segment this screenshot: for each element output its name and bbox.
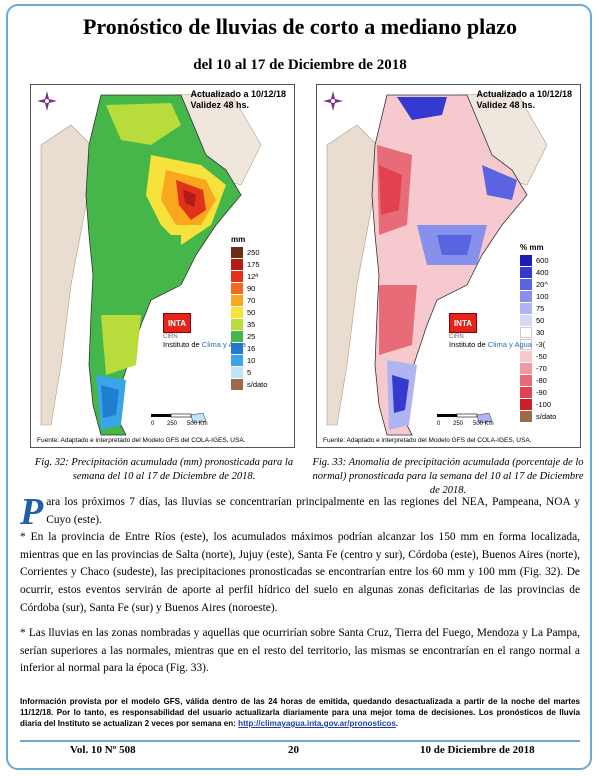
legend-swatch: [231, 247, 243, 258]
paragraph-intro: Para los próximos 7 días, las lluvias se concentrarían principalmente en las regiones del NEA, Pampeana, NOA y Cuyo (este).: [20, 491, 580, 533]
legend-item: [520, 351, 547, 362]
legend-label: 16: [247, 344, 256, 353]
legend-item: [520, 363, 547, 374]
legend-item: [520, 291, 549, 302]
legend-item: [231, 379, 267, 390]
figure-caption-32: Fig. 32: Precipitación acumulada (mm) pronosticada para la semana del 10 al 17 de Diciembre de 2018.: [34, 457, 294, 482]
anomaly-map: [316, 84, 581, 448]
legend-swatch: [231, 355, 243, 366]
legend-label: 90: [247, 284, 256, 293]
inta-logo: [163, 313, 246, 349]
validity: Validez 48 hs.: [190, 100, 249, 110]
legend-label: 10: [247, 356, 256, 365]
page-footer: [20, 740, 580, 756]
legend-unit: mm: [231, 235, 246, 244]
drop-cap: P: [20, 491, 44, 533]
legend-swatch: [231, 271, 243, 282]
legend-label: -80: [536, 376, 547, 385]
page-title: Pronóstico de lluvias de corto a mediano plazo: [82, 14, 518, 39]
legend-swatch: [231, 295, 243, 306]
legend-item: [231, 295, 255, 306]
legend-swatch: [520, 267, 532, 278]
cirn-label: CIRN: [163, 334, 178, 340]
legend-label: 35: [247, 320, 256, 329]
forecast-link[interactable]: http://climayagua.inta.gov.ar/pronosticos: [238, 719, 396, 728]
paragraph-anomalies: * Las lluvias en las zonas nombradas y aquellas que ocurrirían sobre Santa Cruz, Tierra del Fuego, Mendoza y La Pampa, serían superiores a las normales, mientras que en el resto del territorio, las mismas se encontrarían en el rango normal a inferior al normal para la época (Fig. 33).: [20, 627, 580, 675]
legend-label: 5: [247, 368, 252, 377]
inta-logo: [449, 313, 532, 349]
legend-swatch: [231, 283, 243, 294]
legend-swatch: [231, 367, 243, 378]
update-stamp: [190, 89, 286, 111]
map-scale: 0 250 500 Km: [151, 413, 231, 429]
update-date: Actualizado a 10/12/18: [476, 89, 572, 99]
legend-item: [231, 367, 251, 378]
inta-logo-icon: INTA: [449, 313, 477, 333]
legend-label: -50: [536, 352, 547, 361]
legend-label: -70: [536, 364, 547, 373]
paragraph-entre-rios: * En la provincia de Entre Ríos (este), los acumulados máximos podrían alcanzar los 150 mm en forma localizada, mientras que en las provincias de Salta (norte), Jujuy (este), Santa Fe (centro y sur), Córdoba (este), Buenos Aires (norte), Corrientes y Chaco (sudeste), las precipitaciones pronosticadas se encontrarían entre los 60 mm y 100 mm (Fig. 32). De ocurrir, estos eventos servirán de aporte al perfil hídrico del suelo en algunas zonas deficitarias de las provincias de Córdoba (sur), Santa Fe (sur) y Buenos Aires (noroeste).: [20, 531, 580, 614]
legend-label: 70: [247, 296, 256, 305]
legend-swatch: [520, 411, 532, 422]
legend-swatch: [520, 279, 532, 290]
legend-label: -90: [536, 388, 547, 397]
legend-label: s/dato: [247, 380, 268, 389]
update-stamp: [476, 89, 572, 111]
legend-item: [520, 267, 549, 278]
legend-item: [520, 279, 548, 290]
issue-date: 10 de Diciembre de 2018: [420, 744, 535, 756]
legend-swatch: [520, 375, 532, 386]
legend-swatch: [520, 387, 532, 398]
legend-item: [520, 255, 549, 266]
legend-label: 75: [536, 304, 545, 313]
legend-swatch: [520, 255, 532, 266]
legend-item: [520, 387, 547, 398]
info-notice: Información provista por el modelo GFS, válida dentro de las 24 horas de emitida, quedando desactualizada a partir de la noche del martes 11/12/18. Por lo tanto, es responsabilidad del usuario actualizarla diariamente para una mejor toma de decisiones. Los pronósticos de lluvia diaria del Instituto se actualizan 2 veces por semana en: http://climayagua.inta.gov.ar/pronosticos.: [20, 697, 580, 728]
map-source: Fuente: Adaptado e interpretado del Modelo GFS del COLA-IGES, USA.: [37, 437, 246, 444]
legend-label: -100: [536, 400, 552, 409]
legend-swatch: [231, 379, 243, 390]
legend-label: -3(: [536, 340, 546, 349]
legend-item: [231, 283, 255, 294]
map-source: Fuente: Adaptado e interpretado del Modelo GFS del COLA-IGES, USA.: [323, 437, 532, 444]
institute-name: Instituto de Clima y Agua: [449, 340, 532, 349]
legend-item: [231, 355, 255, 366]
cirn-label: CIRN: [449, 334, 464, 340]
legend-label: 30: [536, 328, 545, 337]
legend-unit: % mm: [520, 243, 544, 252]
legend-label: s/dato: [536, 412, 557, 421]
validity: Validez 48 hs.: [476, 100, 535, 110]
legend-item: [520, 411, 556, 422]
volume-number: Vol. 10 Nº 508: [70, 744, 136, 756]
page-subtitle: del 10 al 17 de Diciembre de 2018: [193, 57, 407, 73]
legend-swatch: [520, 291, 532, 302]
legend-swatch: [520, 399, 532, 410]
precipitation-map: [30, 84, 295, 448]
legend-swatch: [520, 351, 532, 362]
legend-item: [231, 247, 260, 258]
legend-item: [231, 271, 258, 282]
legend-label: 100: [536, 292, 549, 301]
update-date: Actualizado a 10/12/18: [190, 89, 286, 99]
page-number: 20: [288, 744, 299, 756]
legend-label: 175: [247, 260, 260, 269]
legend-item: [520, 399, 551, 410]
legend-label: 50: [536, 316, 545, 325]
inta-logo-icon: INTA: [163, 313, 191, 333]
map-scale: 0 250 500 Km: [437, 413, 517, 429]
legend-label: 400: [536, 268, 549, 277]
legend-item: [231, 259, 260, 270]
legend-label: 25: [247, 332, 256, 341]
legend-label: 12ª: [247, 272, 259, 281]
figure-caption-33: Fig. 33: Anomalía de precipitación acumulada (porcentaje de lo normal) pronosticada para la semana del 10 al 17 de Diciembre de 2018.: [312, 457, 584, 496]
legend-label: 600: [536, 256, 549, 265]
legend-swatch: [520, 363, 532, 374]
article-body: [20, 491, 580, 678]
legend-label: 20^: [536, 280, 548, 289]
institute-name: Instituto de Clima y Agua: [163, 340, 246, 349]
legend-label: 50: [247, 308, 256, 317]
legend-label: 250: [247, 248, 260, 257]
legend-swatch: [231, 259, 243, 270]
legend-item: [520, 375, 547, 386]
